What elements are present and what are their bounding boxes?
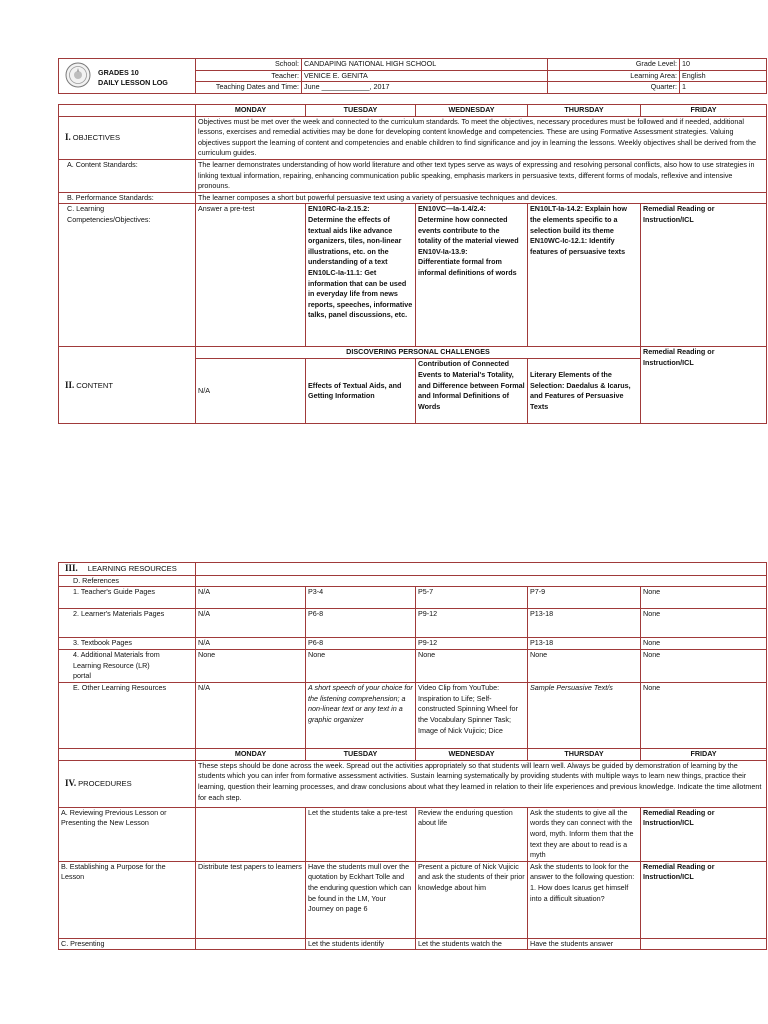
day-header-thursday: THURSDAY [528,105,641,117]
day-header2-wednesday: WEDNESDAY [416,749,528,761]
references-label: D. References [59,575,196,587]
objectives-content-table [58,104,767,424]
objectives-heading-cell [59,116,196,159]
lm-pages-tuesday: P6-8 [306,609,416,638]
reviewing-monday [196,807,306,861]
tg-pages-label: 1. Teacher's Guide Pages [59,587,196,609]
deped-seal-icon [65,62,91,88]
lm-pages-friday: None [641,609,767,638]
other-resources-label: E. Other Learning Resources [59,683,196,749]
quarter-value: 1 [680,82,767,94]
objectives-roman: I. [65,131,71,142]
presenting-monday [196,938,306,950]
performance-standards-text: The learner composes a short but powerful persuasive text using a variety of persuasive techniques and devices. [196,192,767,204]
other-resources-monday: N/A [196,683,306,749]
day-header2-tuesday: TUESDAY [306,749,416,761]
header-title-grades: GRADES 10 [98,68,139,77]
content-standards-label: A. Content Standards: [59,159,196,192]
content-heading-cell [59,347,196,424]
resources-heading-cell [59,563,196,576]
procedures-heading: PROCEDURES [78,778,132,788]
day-header2-friday: FRIDAY [641,749,767,761]
content-monday: N/A [196,359,306,424]
days-header2-blank [59,749,196,761]
lr-portal-label: 4. Additional Materials from Learning Resource (LR) portal [59,650,196,683]
day-header2-monday: MONDAY [196,749,306,761]
content-standards-text: The learner demonstrates understanding of how world literature and other text types serve as ways of expressing and resolving personal conflicts, also how to use strategies in linking textual information, repairing, enhancing communication public speaking, emphasis markers in persuasive texts, different forms of modals, reflexive and intensive pronouns. [196,159,767,192]
presenting-label: C. Presenting [59,938,196,950]
other-resources-friday: None [641,683,767,749]
lr-portal-wednesday: None [416,650,528,683]
dates-label: Teaching Dates and Time: [196,82,302,94]
textbook-pages-wednesday: P9-12 [416,638,528,650]
day-header-tuesday: TUESDAY [306,105,416,117]
objectives-heading: OBJECTIVES [72,132,121,142]
reviewing-thursday: Ask the students to give all the words they can connect with the word, myth. Inform them that the text they are about to read is a myth [528,807,641,861]
tg-pages-tuesday: P3-4 [306,587,416,609]
lm-pages-label: 2. Learner's Materials Pages [59,609,196,638]
presenting-friday [641,938,767,950]
day-header2-thursday: THURSDAY [528,749,641,761]
competency-wednesday: EN10VC—Ia-1.4/2.4: Determine how connected events contribute to the totality of the material viewed EN10V-Ia-13.9: Differentiate formal from informal definitions of words [416,204,528,347]
other-resources-thursday: Sample Persuasive Text/s [528,683,641,749]
purpose-wednesday: Present a picture of Nick Vujicic and ask the students of their prior knowledge about him [416,861,528,938]
grade-label: Grade Level: [548,59,680,71]
other-resources-tuesday: A short speech of your choice for the listening comprehension; a non-linear text or any text in a graphic organizer [306,683,416,749]
presenting-tuesday: Let the students identify [306,938,416,950]
competencies-label: C. Learning Competencies/Objectives: [59,204,196,347]
content-heading: CONTENT [76,380,113,390]
textbook-pages-monday: N/A [196,638,306,650]
header-table [58,58,767,94]
resources-roman: III. [65,563,78,573]
competency-friday: Remedial Reading or Instruction/ICL [641,204,767,347]
competency-tuesday: EN10RC-Ia-2.15.2: Determine the effects of textual aids like advance organizers, tiles, non-linear illustrations, etc. on the understanding of a text EN10LC-Ia-11.1: Get information that can be used in everyday life from news reports, speeches, informative talks, panel discussions, etc. [306,204,416,347]
resources-heading-blank [196,563,767,576]
purpose-friday: Remedial Reading or Instruction/ICL [641,861,767,938]
references-blank [196,575,767,587]
lr-portal-tuesday: None [306,650,416,683]
procedures-heading-cell [59,760,196,807]
reviewing-label: A. Reviewing Previous Lesson or Presenting the New Lesson [59,807,196,861]
lr-portal-friday: None [641,650,767,683]
presenting-thursday: Have the students answer [528,938,641,950]
teacher-value: VENICE E. GENITA [302,70,548,82]
day-header-wednesday: WEDNESDAY [416,105,528,117]
lm-pages-thursday: P13-18 [528,609,641,638]
competency-thursday: EN10LT-Ia-14.2: Explain how the elements specific to a selection build its theme EN10WC-Ic-12.1: Identify features of persuasive texts [528,204,641,347]
content-friday: Remedial Reading or Instruction/ICL [641,347,767,424]
purpose-label: B. Establishing a Purpose for the Lesson [59,861,196,938]
tg-pages-monday: N/A [196,587,306,609]
day-header-friday: FRIDAY [641,105,767,117]
textbook-pages-tuesday: P6-8 [306,638,416,650]
teacher-label: Teacher: [196,70,302,82]
procedures-roman: IV. [65,777,77,788]
content-tuesday: Effects of Textual Aids, and Getting Information [306,359,416,424]
reviewing-friday: Remedial Reading or Instruction/ICL [641,807,767,861]
competency-monday: Answer a pre-test [196,204,306,347]
header-logo-cell [59,59,196,94]
school-label: School: [196,59,302,71]
procedures-text: These steps should be done across the week. Spread out the activities appropriately so that students will learn well. Always be guided by demonstration of learning by the students which you can infer from formative assessment activities. Sustain learning systematically by providing students with multiple ways to learn new things, practice their learning, question their learning processes, and draw conclusions about what they learned in relation to their life experiences and previous knowledge. Indicate the time allotment for each step. [196,760,767,807]
lm-pages-monday: N/A [196,609,306,638]
resources-procedures-table [58,562,767,950]
tg-pages-wednesday: P5-7 [416,587,528,609]
school-value: CANDAPING NATIONAL HIGH SCHOOL [302,59,548,71]
content-thursday: Literary Elements of the Selection: Daedalus & Icarus, and Features of Persuasive Texts [528,359,641,424]
reviewing-tuesday: Let the students take a pre-test [306,807,416,861]
textbook-pages-thursday: P13-18 [528,638,641,650]
textbook-pages-label: 3. Textbook Pages [59,638,196,650]
lm-pages-wednesday: P9-12 [416,609,528,638]
dates-value: June ____________, 2017 [302,82,548,94]
lr-portal-monday: None [196,650,306,683]
content-roman: II. [65,379,75,390]
grade-value: 10 [680,59,767,71]
reviewing-wednesday: Review the enduring question about life [416,807,528,861]
days-header-blank [59,105,196,117]
other-resources-wednesday: Video Clip from YouTube: Inspiration to Life; Self-constructed Spinning Wheel for the Vocabulary Spinner Task; Image of Nick Vujicic; Dice [416,683,528,749]
purpose-tuesday: Have the students mull over the quotation by Eckhart Tolle and the enduring question which can be found in the LM, Your Journey on page 6 [306,861,416,938]
textbook-pages-friday: None [641,638,767,650]
objectives-text: Objectives must be met over the week and connected to the curriculum standards. To meet the objectives, necessary procedures must be followed and if needed, additional lessons, exercises and remedial activities may be done for developing content knowledge and competencies. These are using Formative Assessment strategies. Valuing objectives support the learning of content and competencies and enable children to find significance and joy in learning the lessons. Weekly objectives shall be derived from the curriculum guides. [196,116,767,159]
tg-pages-thursday: P7-9 [528,587,641,609]
tg-pages-friday: None [641,587,767,609]
presenting-wednesday: Let the students watch the [416,938,528,950]
resources-heading: LEARNING RESOURCES [87,564,177,573]
header-title-dll: DAILY LESSON LOG [98,78,168,87]
area-value: English [680,70,767,82]
purpose-thursday: Ask the students to look for the answer to the following question: 1. How does Icarus get himself into a difficult situation? [528,861,641,938]
quarter-label: Quarter: [548,82,680,94]
content-wednesday: Contribution of Connected Events to Material's Totality, and Difference between Formal and Informal Definitions of Words [416,359,528,424]
area-label: Learning Area: [548,70,680,82]
performance-standards-label: B. Performance Standards: [59,192,196,204]
content-banner: DISCOVERING PERSONAL CHALLENGES [196,347,641,359]
purpose-monday: Distribute test papers to learners [196,861,306,938]
lr-portal-thursday: None [528,650,641,683]
day-header-monday: MONDAY [196,105,306,117]
